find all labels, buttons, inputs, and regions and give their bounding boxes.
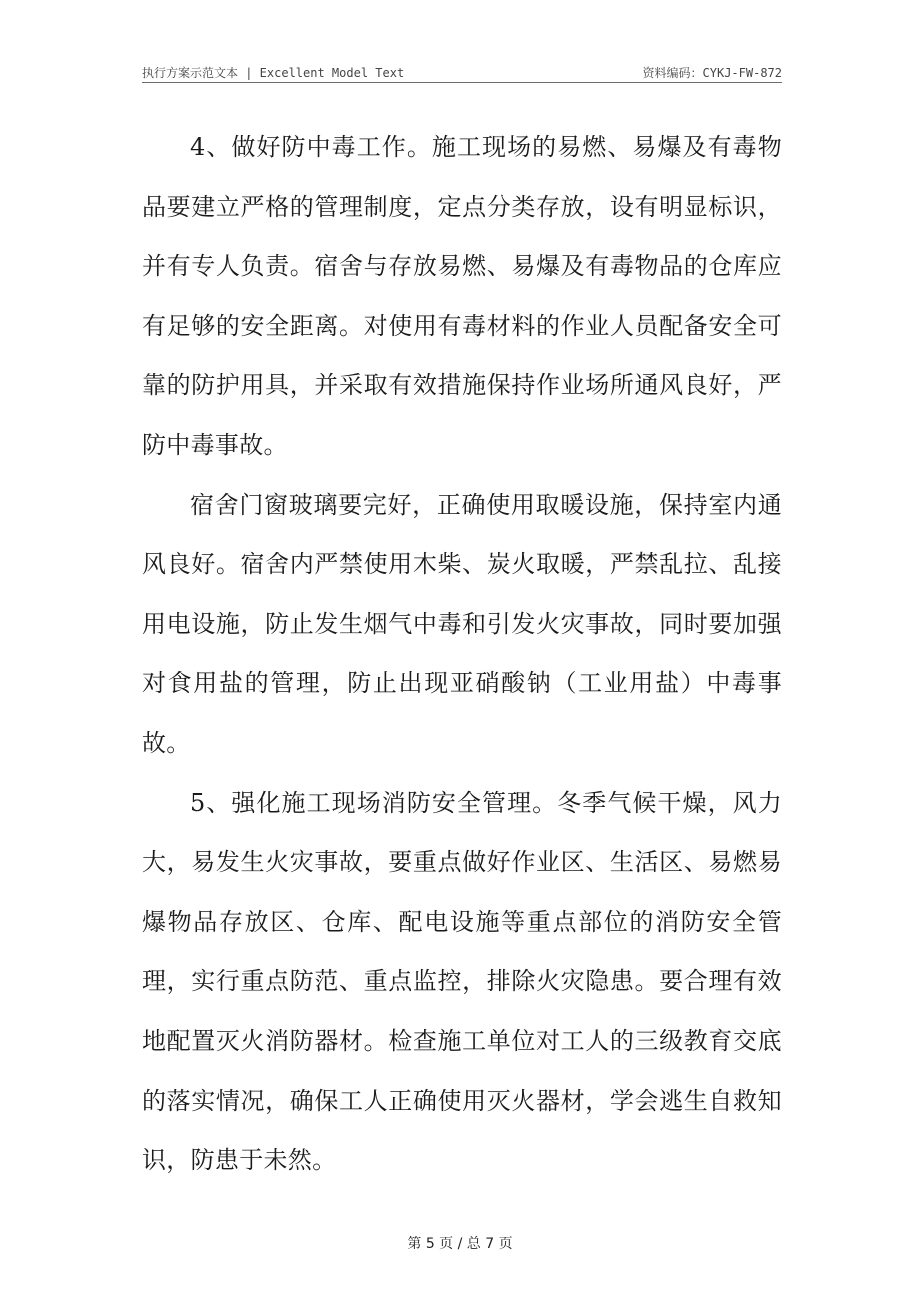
document-body xyxy=(142,118,782,1191)
page-header xyxy=(142,60,782,83)
header-title: 执行方案示范文本 | Excellent Model Text xyxy=(142,66,405,80)
paragraph-fire-safety: 5、强化施工现场消防安全管理。冬季气候干燥，风力大，易发生火灾事故，要重点做好作业区、生活区、易燃易爆物品存放区、仓库、配电设施等重点部位的消防安全管理，实行重点防范、重点监控，排除火灾隐患。要合理有效地配置灭火消防器材。检查施工单位对工人的三级教育交底的落实情况，确保工人正确使用灭火器材，学会逃生自救知识，防患于未然。 xyxy=(142,788,782,1175)
paragraph-anti-poisoning: 4、做好防中毒工作。施工现场的易燃、易爆及有毒物品要建立严格的管理制度，定点分类存放，设有明显标识，并有专人负责。宿舍与存放易燃、易爆及有毒物品的仓库应有足够的安全距离。对使用有毒材料的作业人员配备安全可靠的防护用具，并采取有效措施保持作业场所通风良好，严防中毒事故。 xyxy=(142,133,782,459)
document-code: 资料编码：CYKJ-FW-872 xyxy=(642,66,782,80)
paragraph-dormitory-safety: 宿舍门窗玻璃要完好，正确使用取暖设施，保持室内通风良好。宿舍内严禁使用木柴、炭火取暖，严禁乱拉、乱接用电设施，防止发生烟气中毒和引发火灾事故，同时要加强对食用盐的管理，防止出现亚硝酸钠（工业用盐）中毒事故。 xyxy=(142,490,782,757)
page-number: 第 5 页 / 总 7 页 xyxy=(407,1236,513,1252)
